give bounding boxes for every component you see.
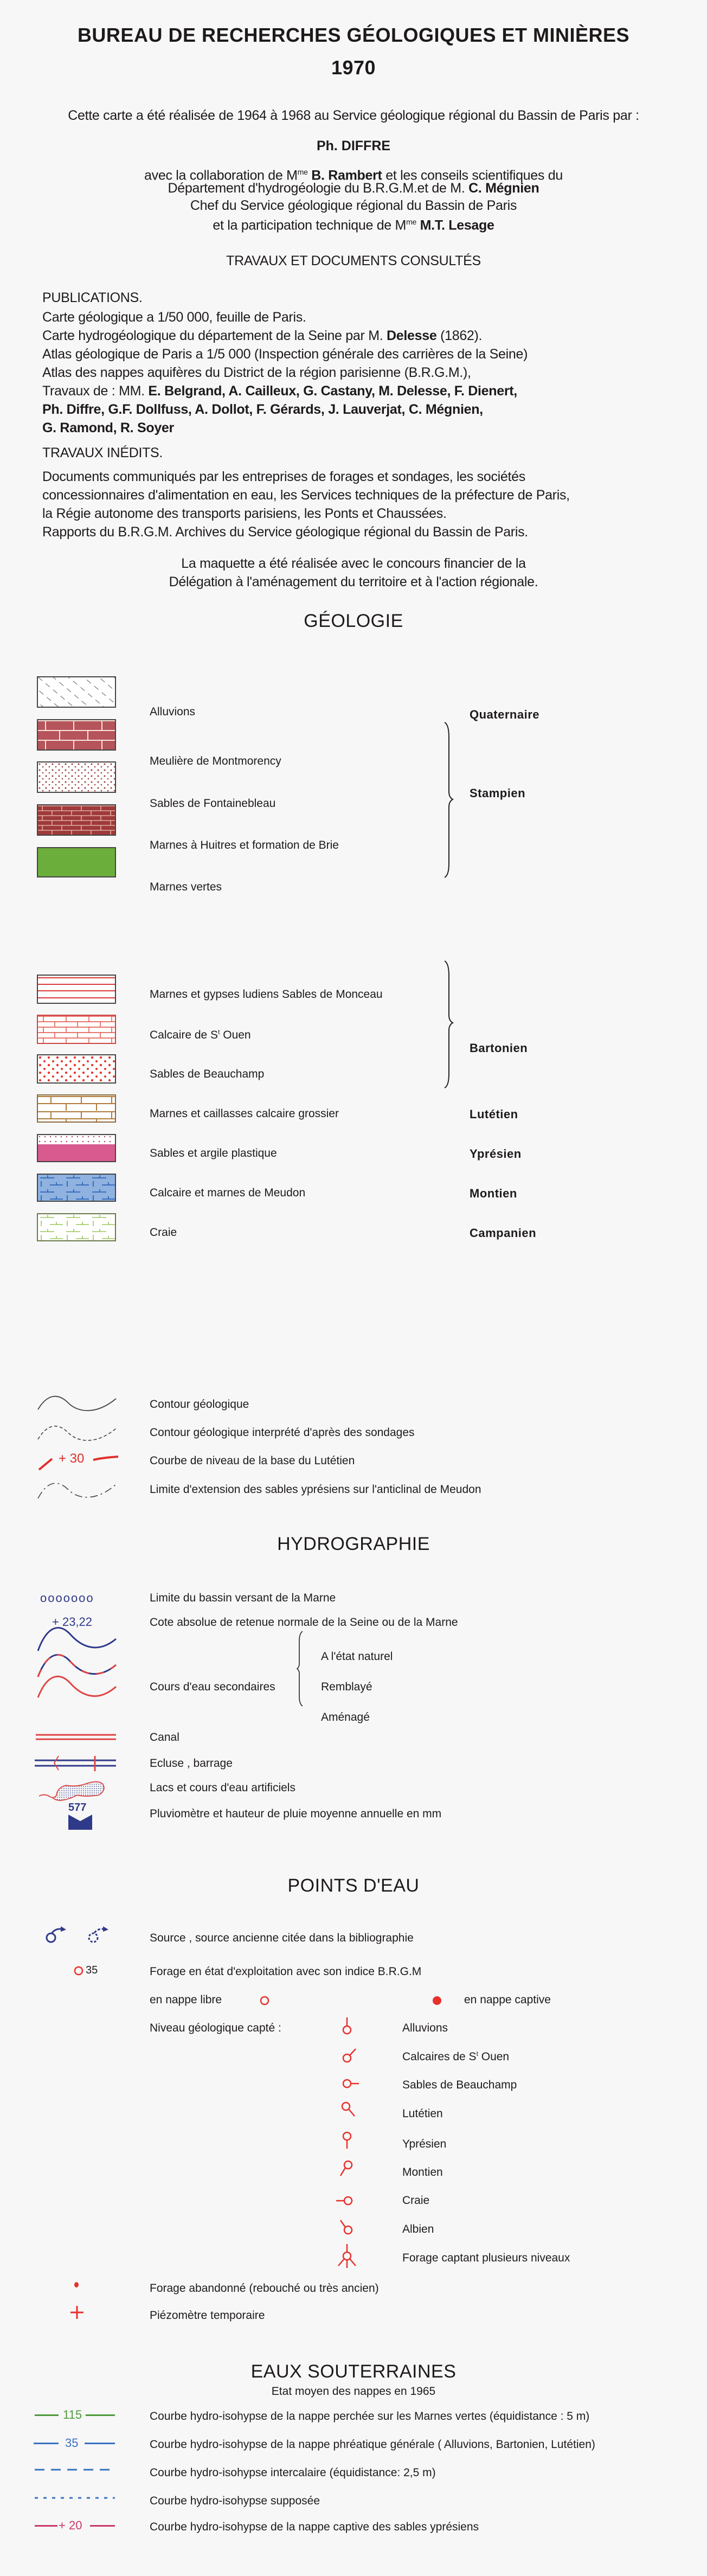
stream-developed: Aménagé: [321, 1711, 370, 1723]
line-label-ypresien-limit: Limite d'extension des sables yprésiens sur l'anticlinal de Meudon: [150, 1483, 481, 1496]
pink-dots-solid-pattern: [38, 1135, 115, 1161]
piezometer-label: Piézomètre temporaire: [150, 2309, 265, 2322]
confined-aquifer-icon: [432, 1995, 442, 2007]
pluviometer-icon: [68, 1815, 92, 1830]
borehole-label: Forage en état d'exploitation avec son indice B.R.G.M: [150, 1965, 422, 1978]
edition-year: 1970: [331, 56, 376, 79]
funding-line-2: Délégation à l'aménagement du territoire et à l'action régionale.: [169, 574, 538, 589]
small-brick-pattern: [38, 805, 115, 835]
level-icon-ypresien: [336, 2130, 358, 2154]
era-montien: Montien: [470, 1187, 517, 1200]
section-title-geologie: GÉOLOGIE: [304, 611, 403, 631]
isohypse-perched-label: Courbe hydro-isohypse de la nappe perchée sur les Marnes vertes (équidistance : 5 m): [150, 2410, 590, 2423]
level-icon-lutetien: [336, 2099, 358, 2123]
layer-label-marnes-huitres: Marnes à Huitres et formation de Brie: [150, 839, 339, 851]
brick-pattern: [38, 720, 115, 749]
swatch-craie: [37, 1213, 116, 1241]
layer-label-marnes-caillasses: Marnes et caillasses calcaire grossier: [150, 1107, 339, 1120]
era-quaternaire: Quaternaire: [470, 708, 539, 721]
borehole-icon: [74, 1965, 85, 1976]
streams-label: Cours d'eau secondaires: [150, 1681, 275, 1693]
swatch-marnes-gypses: [37, 975, 116, 1004]
stream-natural: A l'état naturel: [321, 1650, 393, 1663]
layer-label-calcaire-st-ouen: Calcaire de $S^t$ Ouen: [150, 1028, 251, 1041]
layer-label-craie: Craie: [150, 1226, 177, 1239]
swatch-beauchamp: [37, 1054, 116, 1084]
level-icon-craie: [333, 2190, 358, 2212]
isohypse-supposed-label: Courbe hydro-isohypse supposée: [150, 2495, 320, 2507]
pluviometer-value: 577: [68, 1802, 87, 1814]
free-aquifer-label: en nappe libre: [150, 1994, 222, 2006]
level-label-alluvions: Alluvions: [402, 2022, 448, 2034]
green-calcaire-pattern: [38, 1214, 115, 1240]
layer-label-fontainebleau: Sables de Fontainebleau: [150, 797, 276, 810]
layer-label-marnes-vertes: Marnes vertes: [150, 881, 222, 893]
contour-dashed-icon: [37, 1426, 118, 1443]
publications-list: Carte géologique a 1/50 000, feuille de Paris. Carte hydrogéologique du département de la Seine par M. Delesse (1862). Atlas géologique de Paris a 1/5 000 (Inspection générale des carrières de la Seine) Atlas des nappes aquifères du District de la région parisienne (B.R.G.M.), Travaux de : MM. E. Belgrand, A. Cailleux, G. Castany, M. Delesse, F. Dienert, Ph. Diffre, G.F. Dollfuss, A. Dollot, F. Gérards, J. Lauverjat, C. Mégnien, G. Ramond, R. Soyer: [42, 310, 528, 435]
lock-dam-label: Ecluse , barrage: [150, 1757, 233, 1770]
section-title-eaux-souterraines: EAUX SOUTERRAINES: [250, 2361, 457, 2382]
collab-line-1: avec la collaboration de $M^{me}$ B. Rambert et les conseils scientifiques du: [144, 168, 563, 183]
funding-line-1: La maquette a été réalisée avec le concours financier de la: [181, 556, 526, 571]
collab-line-2: Département d'hydrogéologie du B.R.G.M.et de M. C. Mégnien: [168, 181, 539, 196]
lock-dam-icon: [35, 1756, 117, 1771]
author-name: Ph. DIFFRE: [316, 138, 391, 153]
blue-calcaire-pattern: [38, 1175, 115, 1201]
isohypse-intermediate-label: Courbe hydro-isohypse intercalaire (équidistance: 2,5 m): [150, 2466, 436, 2479]
horizontal-lines-pattern: [38, 976, 115, 1003]
pluviometer-label: Pluviomètre et hauteur de pluie moyenne annuelle en mm: [150, 1808, 442, 1820]
brick-outline-pattern: [38, 1016, 115, 1043]
section-subtitle-eaux: Etat moyen des nappes en 1965: [271, 2385, 436, 2398]
swatch-marnes-caillasses: [37, 1094, 116, 1123]
level-label-albien: Albien: [402, 2223, 434, 2235]
era-bartonien: Bartonien: [470, 1041, 528, 1055]
org-title: BUREAU DE RECHERCHES GÉOLOGIQUES ET MINIÈRES: [77, 24, 630, 46]
level-label-st-ouen: Calcaires de $S^t$ Ouen: [402, 2050, 510, 2063]
level-label-beauchamp: Sables de Beauchamp: [402, 2079, 517, 2091]
brace-streams: [297, 1630, 305, 1707]
level-label-ypresien: Yprésien: [402, 2138, 447, 2150]
isohypse-phreatic-label: Courbe hydro-isohypse de la nappe phréatique générale ( Alluvions, Bartonien, Lutétien): [150, 2438, 595, 2451]
lake-icon: [39, 1779, 110, 1802]
spring-label: Source , source ancienne citée dans la bibliographie: [150, 1932, 414, 1944]
contour-line-icon: [37, 1396, 118, 1413]
captured-level-label: Niveau géologique capté :: [150, 2022, 281, 2034]
canal-label: Canal: [150, 1731, 179, 1744]
level-label-multi: Forage captant plusieurs niveaux: [402, 2252, 570, 2264]
dots-pattern: [38, 762, 115, 792]
confined-aquifer-label: en nappe captive: [464, 1994, 551, 2006]
spring-icons: [46, 1924, 116, 1944]
layer-label-alluvions: Alluvions: [150, 706, 196, 718]
swatch-meuliere: [37, 719, 116, 751]
streams-icons: [37, 1627, 118, 1741]
unpublished-list: Documents communiqués par les entreprises de forages et sondages, les sociétés concessionnaires d'alimentation en eau, les Services techniques de la préfecture de Paris, la Régie autonome des transports parisiens, les Ponts et Chaussées. Rapports du B.R.G.M. Archives du Service géologique régional du Bassin de Paris.: [42, 469, 570, 540]
line-label-contour-interprete: Contour géologique interprété d'après des sondages: [150, 1426, 415, 1439]
intro-text: Cette carte a été réalisée de 1964 à 1968 au Service géologique régional du Bassin de Paris par :: [68, 108, 639, 123]
layer-label-sables-argile: Sables et argile plastique: [150, 1147, 277, 1159]
basin-limit-label: Limite du bassin versant de la Marne: [150, 1592, 336, 1604]
abandoned-borehole-icon: [73, 2280, 80, 2290]
level-icon-beauchamp: [336, 2073, 363, 2094]
level-icon-multi: [334, 2243, 360, 2269]
level-icon-alluvions: [336, 2015, 358, 2037]
borehole-index: 35: [86, 1964, 98, 1976]
swatch-fontainebleau: [37, 761, 116, 793]
section-title-hydrographie: HYDROGRAPHIE: [277, 1534, 430, 1554]
era-campanien: Campanien: [470, 1226, 537, 1240]
isohypse-intermediate-icon: [34, 2468, 120, 2472]
free-aquifer-icon: [259, 1995, 270, 2007]
cote-label: Cote absolue de retenue normale de la Seine ou de la Marne: [150, 1616, 458, 1629]
brick-outline-pattern: [38, 1095, 115, 1122]
collab-line-3: Chef du Service géologique régional du Bassin de Paris: [190, 198, 517, 213]
abandoned-borehole-label: Forage abandonné (rebouché ou très ancien): [150, 2282, 379, 2295]
swatch-marnes-huitres: [37, 804, 116, 836]
piezometer-icon: [69, 2305, 85, 2320]
section-title-points-eau: POINTS D'EAU: [287, 1875, 420, 1896]
collab-line-4: et la participation technique de $M^{me}$ M.T. Lesage: [213, 217, 494, 233]
level-icon-montien: [336, 2158, 358, 2182]
lutetien-contour-icon: + 30: [37, 1451, 124, 1471]
unpublished-title: TRAVAUX INÉDITS.: [42, 445, 163, 460]
layer-label-meuliere: Meulière de Montmorency: [150, 755, 281, 767]
publications-title: PUBLICATIONS.: [42, 290, 143, 305]
layer-label-marnes-gypses: Marnes et gypses ludiens Sables de Monceau: [150, 988, 383, 1001]
swatch-calcaire-st-ouen: [37, 1015, 116, 1044]
lake-label: Lacs et cours d'eau artificiels: [150, 1782, 295, 1794]
works-title: TRAVAUX ET DOCUMENTS CONSULTÉS: [226, 253, 481, 268]
level-icon-albien: [336, 2216, 358, 2240]
isohypse-confined-label: Courbe hydro-isohypse de la nappe captive des sables yprésiens: [150, 2521, 479, 2533]
level-label-craie: Craie: [402, 2194, 430, 2207]
isohypse-phreatic-icon: 35: [34, 2435, 120, 2451]
isohypse-confined-icon: + 20: [34, 2517, 120, 2534]
canal-icon: [36, 1733, 117, 1742]
line-label-contour: Contour géologique: [150, 1398, 249, 1411]
brace-stampien: [444, 721, 454, 879]
era-stampien: Stampien: [470, 786, 526, 800]
level-icon-st-ouen: [336, 2043, 358, 2065]
stream-filled: Remblayé: [321, 1681, 372, 1693]
large-dots-pattern: [38, 1055, 115, 1082]
ypresien-limit-icon: [37, 1483, 118, 1500]
brace-bartonien: [444, 960, 454, 1089]
swatch-sables-argile: [37, 1134, 116, 1162]
level-label-lutetien: Lutétien: [402, 2107, 443, 2120]
layer-label-beauchamp: Sables de Beauchamp: [150, 1068, 265, 1080]
cote-value: + 23,22: [52, 1615, 93, 1629]
era-ypresien: Yprésien: [470, 1147, 522, 1161]
dashed-hatch-pattern: [38, 677, 115, 707]
era-lutetien: Lutétien: [470, 1107, 518, 1121]
swatch-marnes-vertes: [37, 847, 116, 877]
isohypse-perched-icon: 115: [34, 2407, 120, 2423]
swatch-alluvions: [37, 676, 116, 708]
isohypse-supposed-icon: [34, 2496, 120, 2500]
layer-label-meudon: Calcaire et marnes de Meudon: [150, 1187, 306, 1199]
level-label-montien: Montien: [402, 2166, 443, 2178]
swatch-meudon: [37, 1174, 116, 1202]
basin-limit-icon: ooooooo: [40, 1591, 94, 1605]
line-label-lutetien: Courbe de niveau de la base du Lutétien: [150, 1454, 355, 1467]
